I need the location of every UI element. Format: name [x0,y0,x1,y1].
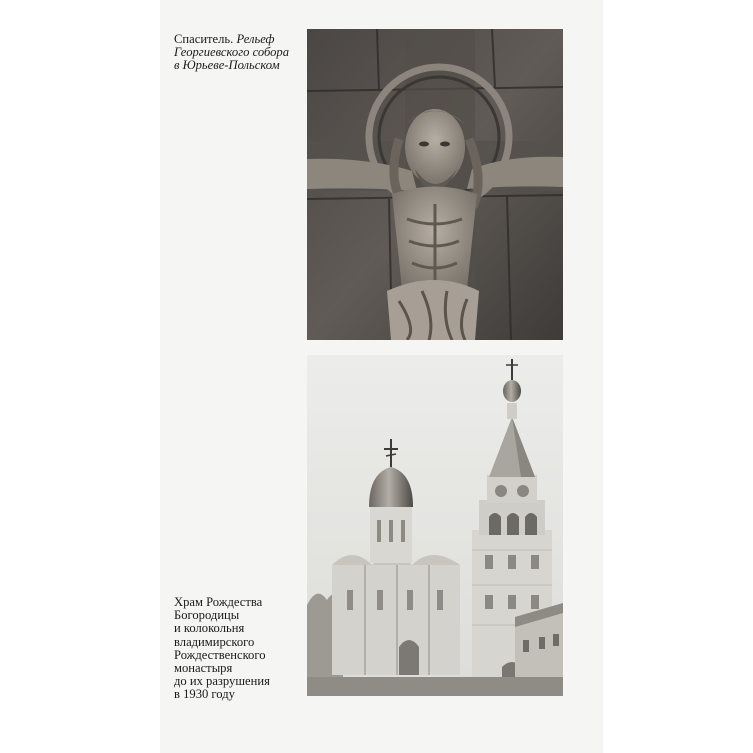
caption-church-line: монастыря [174,661,233,676]
caption-church-line: до их разрушения [174,674,270,689]
caption-church-line: Богородицы [174,608,240,623]
church-image [307,355,563,696]
church-photo [307,355,563,696]
caption-relief-title: Спаситель. [174,32,234,46]
caption-church-line: Рождественского [174,647,266,662]
caption-church-line: Храм Рождества [174,595,263,609]
caption-relief-italic-1: Рельеф [236,32,275,46]
relief-image [307,29,563,340]
caption-church-line: в 1930 году [174,687,235,702]
caption-church-line: владимирского [174,634,255,649]
caption-church [174,596,299,702]
caption-relief-italic-3: в Юрьеве-Польском [174,58,280,73]
caption-church-line: и колокольня [174,621,245,636]
caption-relief [174,33,299,73]
relief-photo [307,29,563,340]
caption-relief-italic-2: Георгиевского собора [174,45,290,60]
